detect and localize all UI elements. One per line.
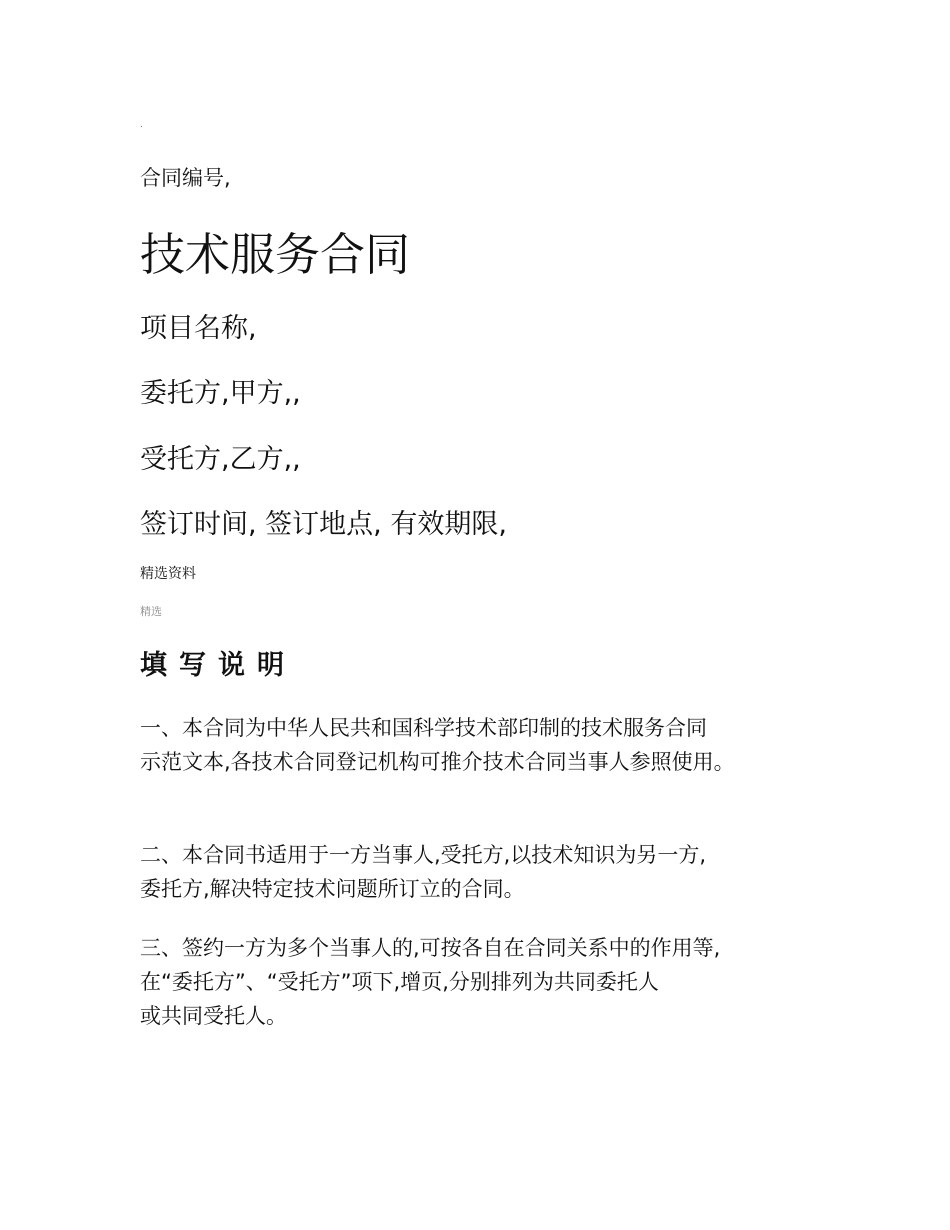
paragraph-line: 二、本合同书适用于一方当事人,受托方,以技术知识为另一方, — [140, 843, 707, 867]
document-title: 技术服务合同 — [140, 228, 411, 281]
paragraph-line: 三、签约一方为多个当事人的,可按各自在合同关系中的作用等, — [140, 936, 721, 960]
paragraph-line: 在“委托方”、“受托方”项下,增页,分别排列为共同委托人 — [140, 970, 659, 994]
watermark-secondary: 精选 — [140, 605, 162, 618]
field-client-party: 委托方,甲方,, — [140, 378, 301, 409]
instructions-heading: 填写说明 — [140, 650, 296, 681]
paragraph-line: 一、本合同为中华人民共和国科学技术部印制的技术服务合同 — [140, 716, 707, 740]
paragraph-line: 或共同受托人。 — [140, 1004, 287, 1028]
top-mark: . — [140, 120, 143, 129]
field-project-name: 项目名称, — [140, 313, 257, 344]
instruction-paragraph-1 — [140, 711, 840, 779]
field-signing-info: 签订时间, 签订地点, 有效期限, — [140, 509, 507, 540]
instruction-paragraph-3 — [140, 931, 840, 1033]
paragraph-line: 示范文本,各技术合同登记机构可推介技术合同当事人参照使用。 — [140, 750, 735, 774]
paragraph-line: 委托方,解决特定技术问题所订立的合同。 — [140, 877, 525, 901]
field-contractor-party: 受托方,乙方,, — [140, 444, 301, 475]
instruction-paragraph-2 — [140, 838, 840, 906]
contract-number-label: 合同编号, — [140, 166, 231, 190]
watermark-primary: 精选资料 — [140, 566, 196, 582]
